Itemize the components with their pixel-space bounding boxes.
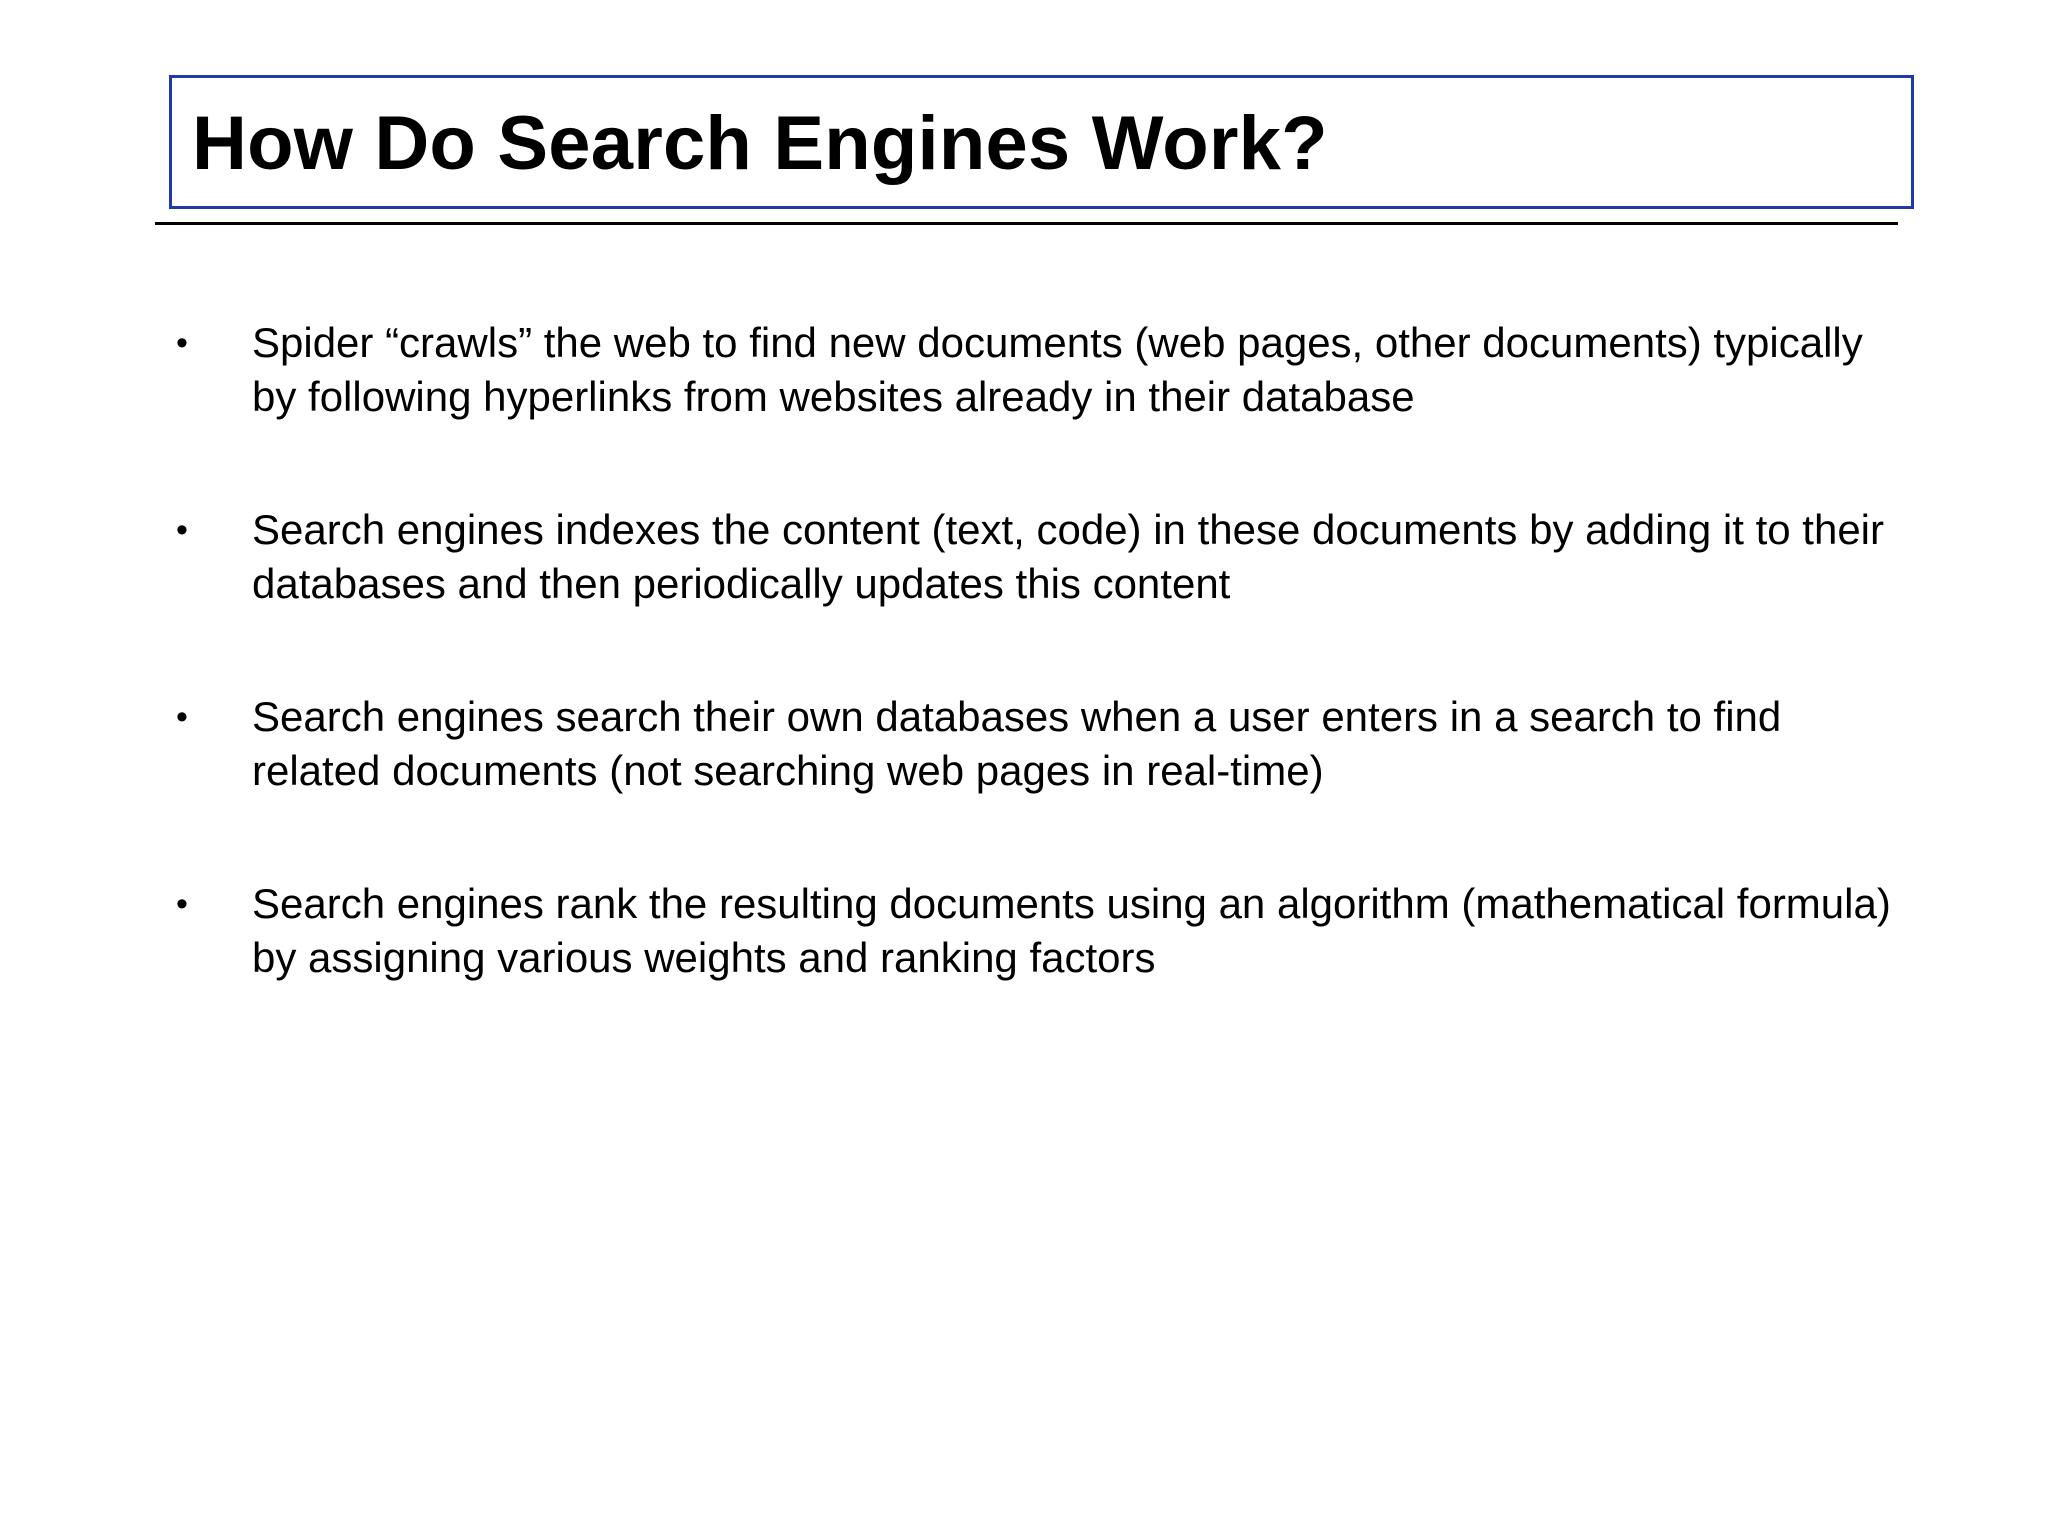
slide-title: How Do Search Engines Work? (192, 101, 1328, 186)
bullet-dot-icon: • (176, 511, 188, 549)
bullet-text: Spider “crawls” the web to find new documents (web pages, other documents) typically by following hyperlinks from websites already in their database (252, 319, 1863, 420)
bullet-text: Search engines search their own databases when a user enters in a search to find related documents (not searching web pages in real-time) (252, 693, 1782, 794)
bullet-text: Search engines indexes the content (text, code) in these documents by adding it to their databases and then periodically updates this content (252, 506, 1884, 607)
bullet-dot-icon: • (176, 698, 188, 736)
bullet-dot-icon: • (176, 885, 188, 923)
bullet-text: Search engines rank the resulting documents using an algorithm (mathematical formula) by assigning various weights and ranking factors (252, 880, 1891, 981)
title-underline-rule (155, 222, 1898, 225)
title-box (169, 75, 1914, 209)
bullet-dot-icon: • (176, 324, 188, 362)
